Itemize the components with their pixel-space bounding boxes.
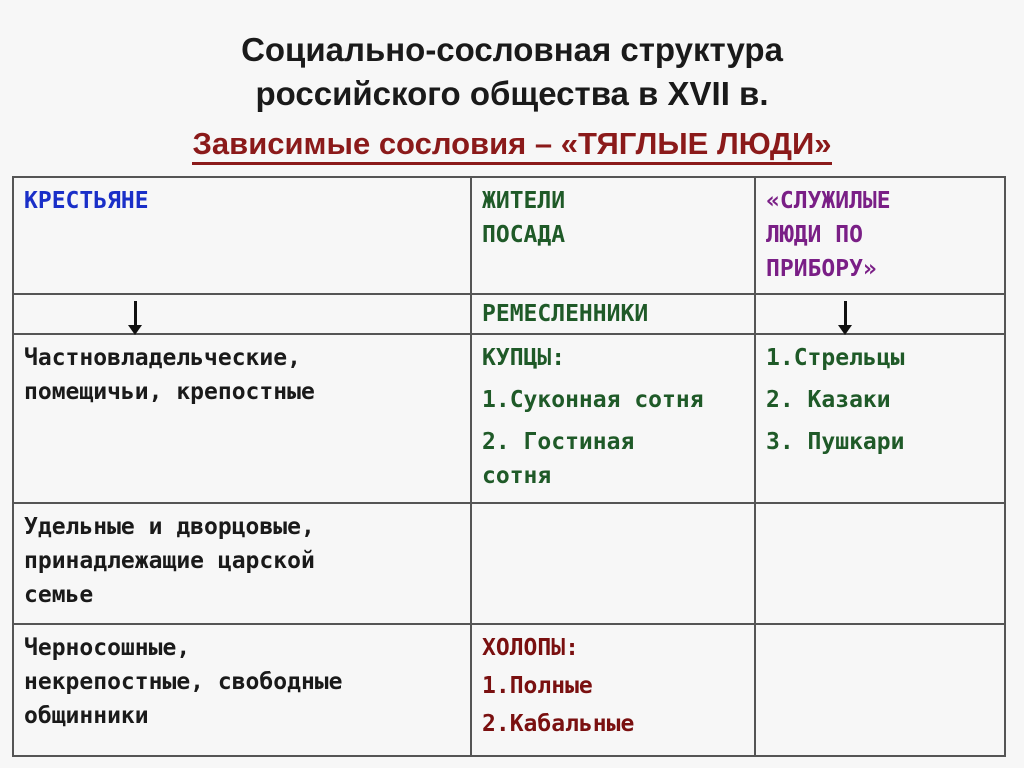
empty-cell (755, 624, 1005, 756)
artisans-label: РЕМЕСЛЕННИКИ (482, 301, 649, 327)
merchants-cell (471, 334, 755, 503)
header-peasants (13, 177, 471, 294)
black-sown-line-3: общинники (24, 703, 149, 729)
serfs-item-1: 1.Полные (482, 673, 593, 699)
merchants-item-2-line-1: 2. Гостиная (482, 429, 635, 455)
header-peasants-label: КРЕСТЬЯНЕ (24, 188, 149, 214)
page-subtitle (0, 124, 1024, 164)
arrow-cell-peasants (13, 294, 471, 334)
serfs-heading: ХОЛОПЫ: (482, 635, 579, 661)
merchants-item-1: 1.Суконная сотня (482, 387, 704, 413)
header-service-people-line-2: ЛЮДИ ПО (766, 222, 863, 248)
table-row-appanage (13, 503, 1005, 624)
table-row-black-sown (13, 624, 1005, 756)
header-service-people-line-1: «СЛУЖИЛЫЕ (766, 188, 891, 214)
black-sown-peasants-cell (13, 624, 471, 756)
header-townspeople-line-1: ЖИТЕЛИ (482, 188, 566, 214)
empty-cell (471, 503, 755, 624)
arrow-down-icon (134, 301, 137, 329)
private-peasants-line-1: Частновладельческие, (24, 345, 301, 371)
title-line-1: Социально-сословная структура (241, 31, 783, 68)
service-item-3: 3. Пушкари (766, 429, 905, 455)
appanage-line-3: семье (24, 582, 94, 608)
table-header-row (13, 177, 1005, 294)
empty-cell (755, 503, 1005, 624)
black-sown-line-2: некрепостные, свободные (24, 669, 343, 695)
header-service-people-line-3: ПРИБОРУ» (766, 256, 877, 282)
title-line-2: российского общества в XVII в. (255, 75, 769, 112)
subtitle-text: Зависимые сословия – «ТЯГЛЫЕ ЛЮДИ» (192, 126, 831, 165)
page-title (0, 28, 1024, 116)
serfs-item-2: 2.Кабальные (482, 711, 635, 737)
appanage-line-2: принадлежащие царской (24, 548, 315, 574)
merchants-heading: КУПЦЫ: (482, 345, 566, 371)
private-peasants-line-2: помещичьи, крепостные (24, 379, 315, 405)
table-row-private (13, 334, 1005, 503)
appanage-peasants-cell (13, 503, 471, 624)
merchants-item-2-line-2: сотня (482, 463, 552, 489)
header-service-people (755, 177, 1005, 294)
header-townspeople-line-2: ПОСАДА (482, 222, 566, 248)
table-arrow-row (13, 294, 1005, 334)
arrow-cell-service (755, 294, 1005, 334)
estates-table (12, 176, 1006, 757)
appanage-line-1: Удельные и дворцовые, (24, 514, 315, 540)
black-sown-line-1: Черносошные, (24, 635, 191, 661)
serfs-cell (471, 624, 755, 756)
service-item-1: 1.Стрельцы (766, 345, 905, 371)
private-peasants-cell (13, 334, 471, 503)
arrow-down-icon (844, 301, 847, 329)
artisans-cell (471, 294, 755, 334)
service-item-2: 2. Казаки (766, 387, 891, 413)
service-list-cell (755, 334, 1005, 503)
header-townspeople (471, 177, 755, 294)
